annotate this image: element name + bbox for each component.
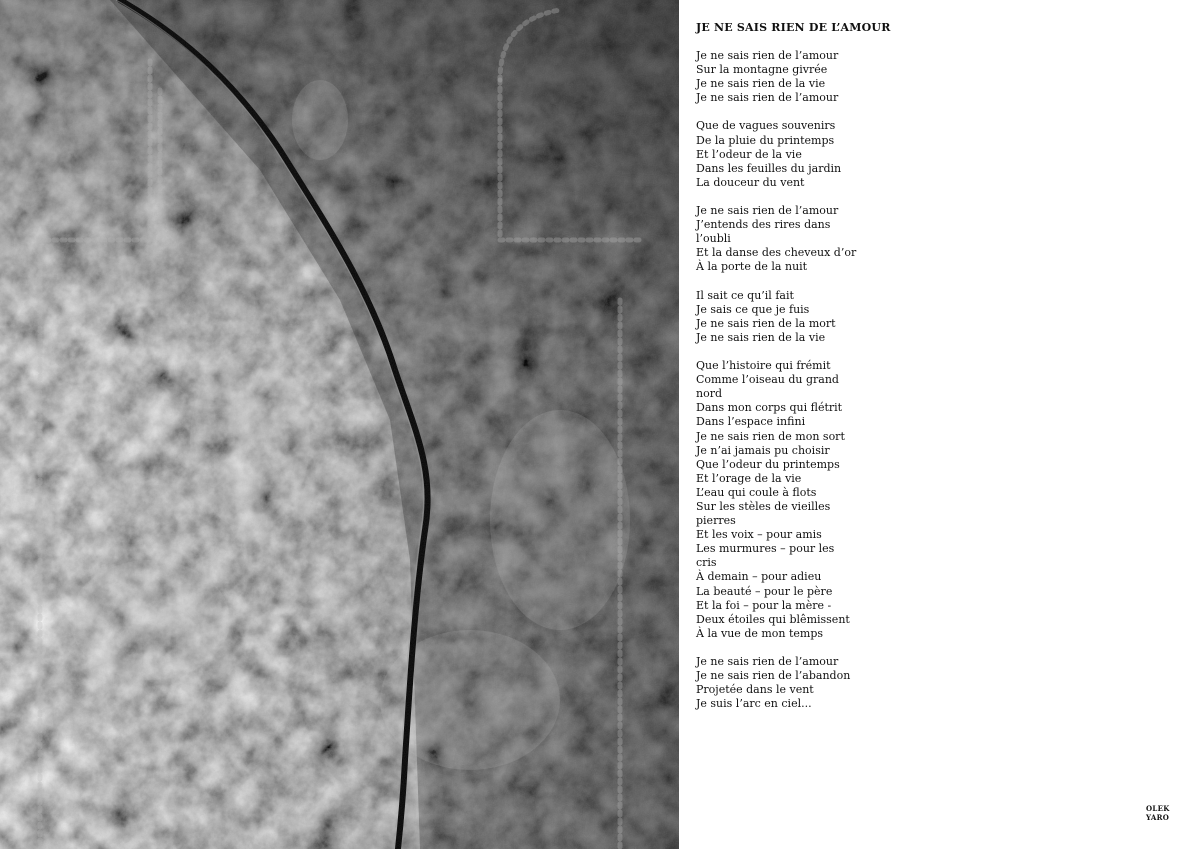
poem-line: J’entends des rires dans xyxy=(696,218,831,232)
poem-line: Et la danse des cheveux d’or xyxy=(696,246,857,260)
poem-stanza xyxy=(696,289,896,345)
poem-line: Dans les feuilles du jardin xyxy=(696,161,842,175)
author-signature xyxy=(1146,805,1170,822)
poem-line: À la porte de la nuit xyxy=(696,260,808,274)
poem-stanza xyxy=(696,119,896,189)
poem-line: Et l’odeur de la vie xyxy=(696,147,802,161)
poem-line: l’oubli xyxy=(696,232,731,246)
poem-line: Je sais ce que je fuis xyxy=(696,302,810,316)
poem-line: Je n’ai jamais pu choisir xyxy=(696,443,830,457)
poem-line: Projetée dans le vent xyxy=(696,683,814,697)
poem-line: Il sait ce qu’il fait xyxy=(696,288,794,302)
poem-line: La beauté – pour le père xyxy=(696,584,833,598)
poem-line: Et la foi – pour la mère - xyxy=(696,598,832,612)
poem-line: De la pluie du printemps xyxy=(696,133,835,147)
poem-line: Dans l’espace infini xyxy=(696,415,806,429)
poem-line: nord xyxy=(696,387,723,401)
poem-line: Je ne sais rien de la vie xyxy=(696,77,826,91)
poem-line: Je ne sais rien de mon sort xyxy=(696,429,845,443)
poem-line: Comme l’oiseau du grand xyxy=(696,373,839,387)
poem-line: Sur la montagne givrée xyxy=(696,63,828,77)
poem-line: Et l’orage de la vie xyxy=(696,471,802,485)
poem-line: Je ne sais rien de l’amour xyxy=(696,91,839,105)
poem-title: JE NE SAIS RIEN DE L’AMOUR xyxy=(696,21,891,34)
poem-line: À demain – pour adieu xyxy=(696,570,822,584)
signature-line: YARO xyxy=(1146,812,1170,822)
poem-line: Dans mon corps qui flétrit xyxy=(696,401,843,415)
poem-line: La douceur du vent xyxy=(696,175,805,189)
poem-line: Et les voix – pour amis xyxy=(696,528,822,542)
poem-line: Que de vagues souvenirs xyxy=(696,119,836,133)
signature-line: OLEK xyxy=(1146,804,1170,813)
poem-line: Que l’histoire qui frémit xyxy=(696,359,831,373)
poem-line: cris xyxy=(696,556,717,570)
poem-line: Je ne sais rien de la mort xyxy=(696,316,836,330)
poem-stanza xyxy=(696,655,896,711)
poem-line: Je ne sais rien de l’amour xyxy=(696,49,839,62)
poem-line: À la vue de mon temps xyxy=(696,626,824,640)
poem-line: Je ne sais rien de l’amour xyxy=(696,204,839,218)
poem-line: Je ne sais rien de l’amour xyxy=(696,655,839,669)
poem-line: L’eau qui coule à flots xyxy=(696,485,817,499)
poem-line: Je ne sais rien de la vie xyxy=(696,330,826,344)
poem-line: Je ne sais rien de l’abandon xyxy=(696,669,851,683)
poem-line: Sur les stèles de vieilles xyxy=(696,500,831,513)
poem-column xyxy=(696,21,896,726)
poem-stanza xyxy=(696,359,896,641)
poem-body xyxy=(696,49,896,711)
poem-stanza xyxy=(696,204,896,274)
poem-line: pierres xyxy=(696,514,736,528)
poem-line: Que l’odeur du printemps xyxy=(696,457,840,471)
poem-line: Les murmures – pour les xyxy=(696,542,835,556)
poem-line: Je suis l’arc en ciel... xyxy=(696,697,812,711)
poem-line: Deux étoiles qui blêmissent xyxy=(696,612,850,626)
poem-stanza xyxy=(696,49,896,105)
